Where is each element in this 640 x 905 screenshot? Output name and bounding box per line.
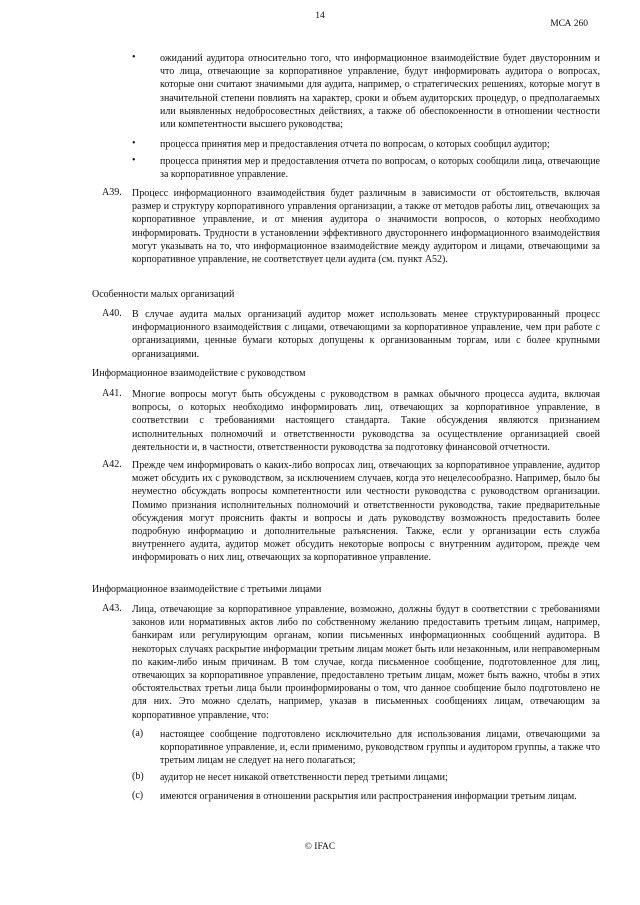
bullet-item-3: процесса принятия мер и предоставления отчета по вопросам, о которых сообщили лица, отвечающие за корпоративное управление. [160, 156, 600, 181]
list-item-label-a: (a) [132, 728, 144, 739]
paragraph-label-a42: A42. [102, 459, 122, 470]
heading-with-management: Информационное взаимодействие с руководством [92, 368, 306, 379]
list-item-b: аудитор не несет никакой ответственности перед третьими лицами; [160, 772, 448, 783]
paragraph-a43: Лица, отвечающие за корпоративное управление, возможно, должны будут в соответствии с требованиями законов или нормативных актов либо по собственному желанию предоставить третьим лицам, например, банкирам или регулирующим органам, копии письменных информационных сообщений аудитора. В некоторых случаях раскрытие информации третьим лицам может быть или незаконным, или неправомерным по каким-либо иным причинам. В том случае, когда письменное сообщение, подготовленное для лиц, отвечающих за корпоративное управление, предоставлено третьим лицам, может быть важно, чтобы в этих обстоятельствах третьи лица были проинформированы о том, что данное сообщение было подготовлено не для них. Это можно сделать, например, указав в письменных сообщениях лицам, отвечающим за корпоративное управление, что: [132, 604, 600, 721]
list-item-label-c: (c) [132, 790, 144, 801]
paragraph-a41: Многие вопросы могут быть обсуждены с руководством в рамках обычного процесса аудита, включая вопросы, о которых необходимо информировать лиц, отвечающих за корпоративное управление, в соответствии с требованиями настоящего стандарта. Такие обсуждения являются признанием исполнительных полномочий и ответственности руководства за осуществление организацией своей деятельности и, в частности, ответственности руководства за подготовку финансовой отчетности. [132, 389, 600, 453]
list-item-a: настоящее сообщение подготовлено исключительно для использования лицами, отвечающими за корпоративное управление, и, если применимо, руководством группы и аудитором группы, а также что третьим лицам не следует на него полагаться; [160, 729, 600, 767]
paragraph-a39: Процесс информационного взаимодействия будет различным в зависимости от обстоятельств, включая размер и структуру корпоративного управления организации, а также от методов работы лиц, отвечающих за корпоративное управление, и от мнения аудитора о значимости вопросов, о которых необходимо информировать. Трудности в установлении эффективного двустороннего информационного взаимодействия могут указывать на то, что информационное взаимодействие между аудитором и лицами, отвечающими за корпоративное управление, не соответствует цели аудита (см. пункт A52). [132, 188, 600, 266]
bullet-item-1: ожиданий аудитора относительно того, что информационное взаимодействие будет двусторонним и что лица, отвечающие за корпоративное управление, будут информировать аудитора о вопросах, которые они считают значимыми для аудита, например, о стратегических решениях, которые могут в значительной степени повлиять на характер, сроки и объем аудиторских процедур, о предполагаемых или выявленных недобросовестных действиях, а также об обеспокоенности в отношении честности или компетентности высшего руководства; [160, 53, 600, 131]
bullet-marker: • [132, 155, 136, 166]
page-number: 14 [315, 11, 325, 21]
bullet-marker: • [132, 138, 136, 149]
document-code: МСА 260 [550, 19, 588, 29]
paragraph-a40: В случае аудита малых организаций аудитор может использовать менее структурированный процесс информационного взаимодействия с лицами, отвечающими за корпоративное управление, чем при работе с организациями, ценные бумаги которых допущены к организованным торгам, или с более крупными организациями. [132, 309, 600, 360]
bullet-marker: • [132, 52, 136, 63]
list-item-label-b: (b) [132, 771, 144, 782]
paragraph-label-a39: A39. [102, 187, 122, 198]
paragraph-label-a43: A43. [102, 603, 122, 614]
heading-small-entities: Особенности малых организаций [92, 289, 235, 300]
paragraph-label-a40: A40. [102, 308, 122, 319]
footer-copyright: © IFAC [304, 842, 336, 852]
list-item-c: имеются ограничения в отношении раскрытия или распространения информации третьим лицам. [160, 791, 577, 802]
paragraph-a42: Прежде чем информировать о каких-либо вопросах лиц, отвечающих за корпоративное управление, аудитор может обсудить их с руководством, за исключением случаев, когда это нецелесообразно. Например, было бы неуместно обсуждать вопросы компетентности или честности руководства с руководством организации. Помимо признания исполнительных полномочий и ответственности руководства, такие предварительные обсуждения могут прояснить факты и вопросы и дать руководству возможность предоставить более подробную информацию и дополнительные разъяснения. Также, если у организации есть служба внутреннего аудита, аудитор может обсудить некоторые вопросы с внутренним аудитором, прежде чем информировать о них лиц, отвечающих за корпоративное управление. [132, 460, 600, 564]
bullet-item-2: процесса принятия мер и предоставления отчета по вопросам, о которых сообщил аудитор; [160, 139, 550, 150]
paragraph-label-a41: A41. [102, 388, 122, 399]
heading-with-third-parties: Информационное взаимодействие с третьими лицами [92, 584, 322, 595]
